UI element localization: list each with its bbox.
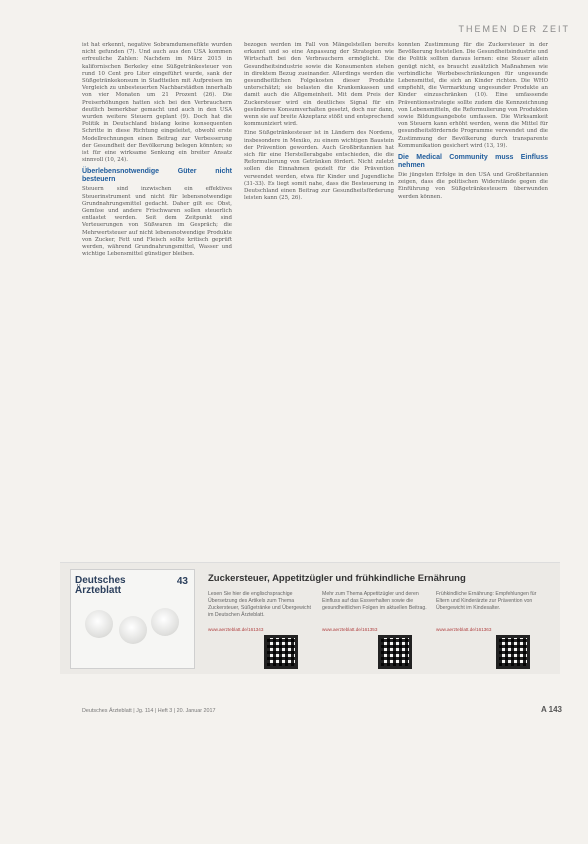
promo-box xyxy=(60,562,560,674)
paragraph: Steuern sind inzwischen ein effektives Steuerinstrument und nicht für lebensnotwendige Grundnahrungsmittel gedacht. Daher gilt es: Obst, Gemüse und andere Frischwaren sollen steuerlich entlastet werden. Seit dem Zeitpunkt sind Verteuerungen von Süßwaren im Gespräch; die Mehrwertsteuer auf nicht lebensnotwendige Produkte von Zucker, Fett und Fleisch sollte kritisch geprüft werden, während Grundnahrungsmittel, Wasser und wichtige Lebensmittel günstiger bleiben. xyxy=(82,186,232,258)
subheading: Überlebensnotwendige Güter nicht besteuern xyxy=(82,168,232,184)
petri-dish-image xyxy=(85,610,113,638)
promo-text-1: Lesen Sie hier die englischsprachige Übersetzung des Artikels zum Thema Zuckersteuer, Süßgetränke und Übergewicht im Deutschen Ärzteblatt. xyxy=(208,591,311,618)
article-column-3 xyxy=(398,42,548,552)
article-column-1 xyxy=(82,42,232,552)
paragraph: bezogen werden im Fall von Mängelstellen bereits erkannt und so eine Anpassung der Strategien wie Wirtschaft bei den Verbrauchern ermöglicht. Die Gesundheitsindustrie sowie die Konsumenten stehen in direktem Bezug zueinander. Allerdings werden die gesundheitlichen Folgekosten dieser Produkte unterschätzt; sie belasten die Krankenkassen und damit auch die Allgemeinheit. Mit dem Preis der Zuckersteuer wird ein deutliches Signal für ein gesünderes Konsumverhalten gesetzt, doch nur dann, wenn sie auf breite Akzeptanz stößt und entsprechend kommuniziert wird. xyxy=(244,42,394,128)
promo-link-2[interactable]: www.aerzteblatt.de/161353 xyxy=(322,627,378,632)
footer-citation: Deutsches Ärzteblatt | Jg. 114 | Heft 3 | 20. Januar 2017 xyxy=(82,708,216,714)
magazine-cover[interactable] xyxy=(70,569,195,669)
page-number: A 143 xyxy=(540,705,562,714)
promo-link-1[interactable]: www.aerzteblatt.de/161343 xyxy=(208,627,264,632)
petri-dish-image xyxy=(151,608,179,636)
promo-text-3: Frühkindliche Ernährung: Empfehlungen für Eltern und Kinderärzte zur Prävention von Übergewicht im Kindesalter. xyxy=(436,591,537,611)
qr-code-icon[interactable] xyxy=(264,635,298,669)
section-header: THEMEN DER ZEIT xyxy=(458,24,570,34)
paragraph: konnten Zustimmung für die Zuckersteuer in der Bevölkerung feststellen. Die Gesundheitsindustrie und die Politik sollten daraus lernen: eine Steuer allein genügt nicht, es braucht zusätzlich Maßnahmen wie verbindliche Werbebeschränkungen für ungesunde Lebensmittel, die sich an Kinder richten. Die WHO empfiehlt, die Vermarktung ungesunder Produkte an Kinder einzuschränken (10). Eine umfassende Präventionsstrategie sollte zudem die Kennzeichnung von Lebensmitteln, die Reformulierung von Produkten sowie Bildungsangebote umfassen. Die Wirksamkeit von Steuern kann erhöht werden, wenn die Mittel für gesundheitsfördernde Programme verwendet und die Zustimmung der Bevölkerung durch transparente Kommunikation gesichert wird (13, 19). xyxy=(398,42,548,149)
paragraph: ist hat erkennt, negative Sobramdumenefikte wurden nicht gefunden (7). Und auch aus den USA kommen erfreuliche Zahlen: Nachdem im März 2015 in kalifornischen Berkeley eine Süßgetränkesteuer von rund 10 Cent pro Liter eingeführt wurde, sank der Süßgetränkekonsum in Stadtteilen mit Aufpreisen im Vergleich zu unbesteuerten Nachbarstädten innerhalb von vier Monaten um 21 Prozent (26). Die Preiserhöhungen hatten sich bei den Verbrauchern deutlich bemerkbar gemacht und auch in den USA wurden weitere Steuern geplant (9). Doch hat die Politik in Deutschland bislang keine konsequenten Schritte in diese Richtung eingeleitet, obwohl erste Modellrechnungen einen Beitrag zur Verbesserung der Gesundheit der Bevölkerung belegen könnten; so ist für eine wirksame Senkung ein breiter Ansatz sinnvoll (10, 24). xyxy=(82,42,232,164)
cover-issue-number: 43 xyxy=(176,576,188,587)
cover-title: Deutsches Ärzteblatt xyxy=(75,575,126,596)
paragraph: Eine Süßgetränkesteuer ist in Ländern des Nordens, insbesondere in Mexiko, zu einem wichtigen Baustein der Prävention geworden. Auch Großbritannien hat sich für eine Herstellerabgabe entschieden, die die Reformulierung von Getränken fördert. Nicht zuletzt sollen die Einnahmen gezielt für die Prävention verwendet werden, etwa für Kinder und Jugendliche (31-33). Es liegt somit nahe, dass die Besteuerung in Deutschland einen Beitrag zur Gesundheitsförderung leisten kann (25, 26). xyxy=(244,130,394,202)
qr-code-icon[interactable] xyxy=(496,635,530,669)
promo-link-3[interactable]: www.aerzteblatt.de/161363 xyxy=(436,627,492,632)
qr-code-icon[interactable] xyxy=(378,635,412,669)
petri-dish-image xyxy=(119,616,147,644)
subheading: Die Medical Community muss Einfluss nehmen xyxy=(398,154,548,170)
promo-title: Zuckersteuer, Appetitzügler und frühkindliche Ernährung xyxy=(208,573,466,584)
promo-text-2: Mehr zum Thema Appetitzügler und deren Einfluss auf das Essverhalten sowie die gesundheitlichen Folgen im aktuellen Beitrag. xyxy=(322,591,427,611)
paragraph: Die jüngsten Erfolge in den USA und Großbritannien zeigen, dass die politischen Widerstände gegen die Einführung von Süßgetränkesteuern überwunden werden können. xyxy=(398,172,548,200)
article-column-2 xyxy=(244,42,394,552)
